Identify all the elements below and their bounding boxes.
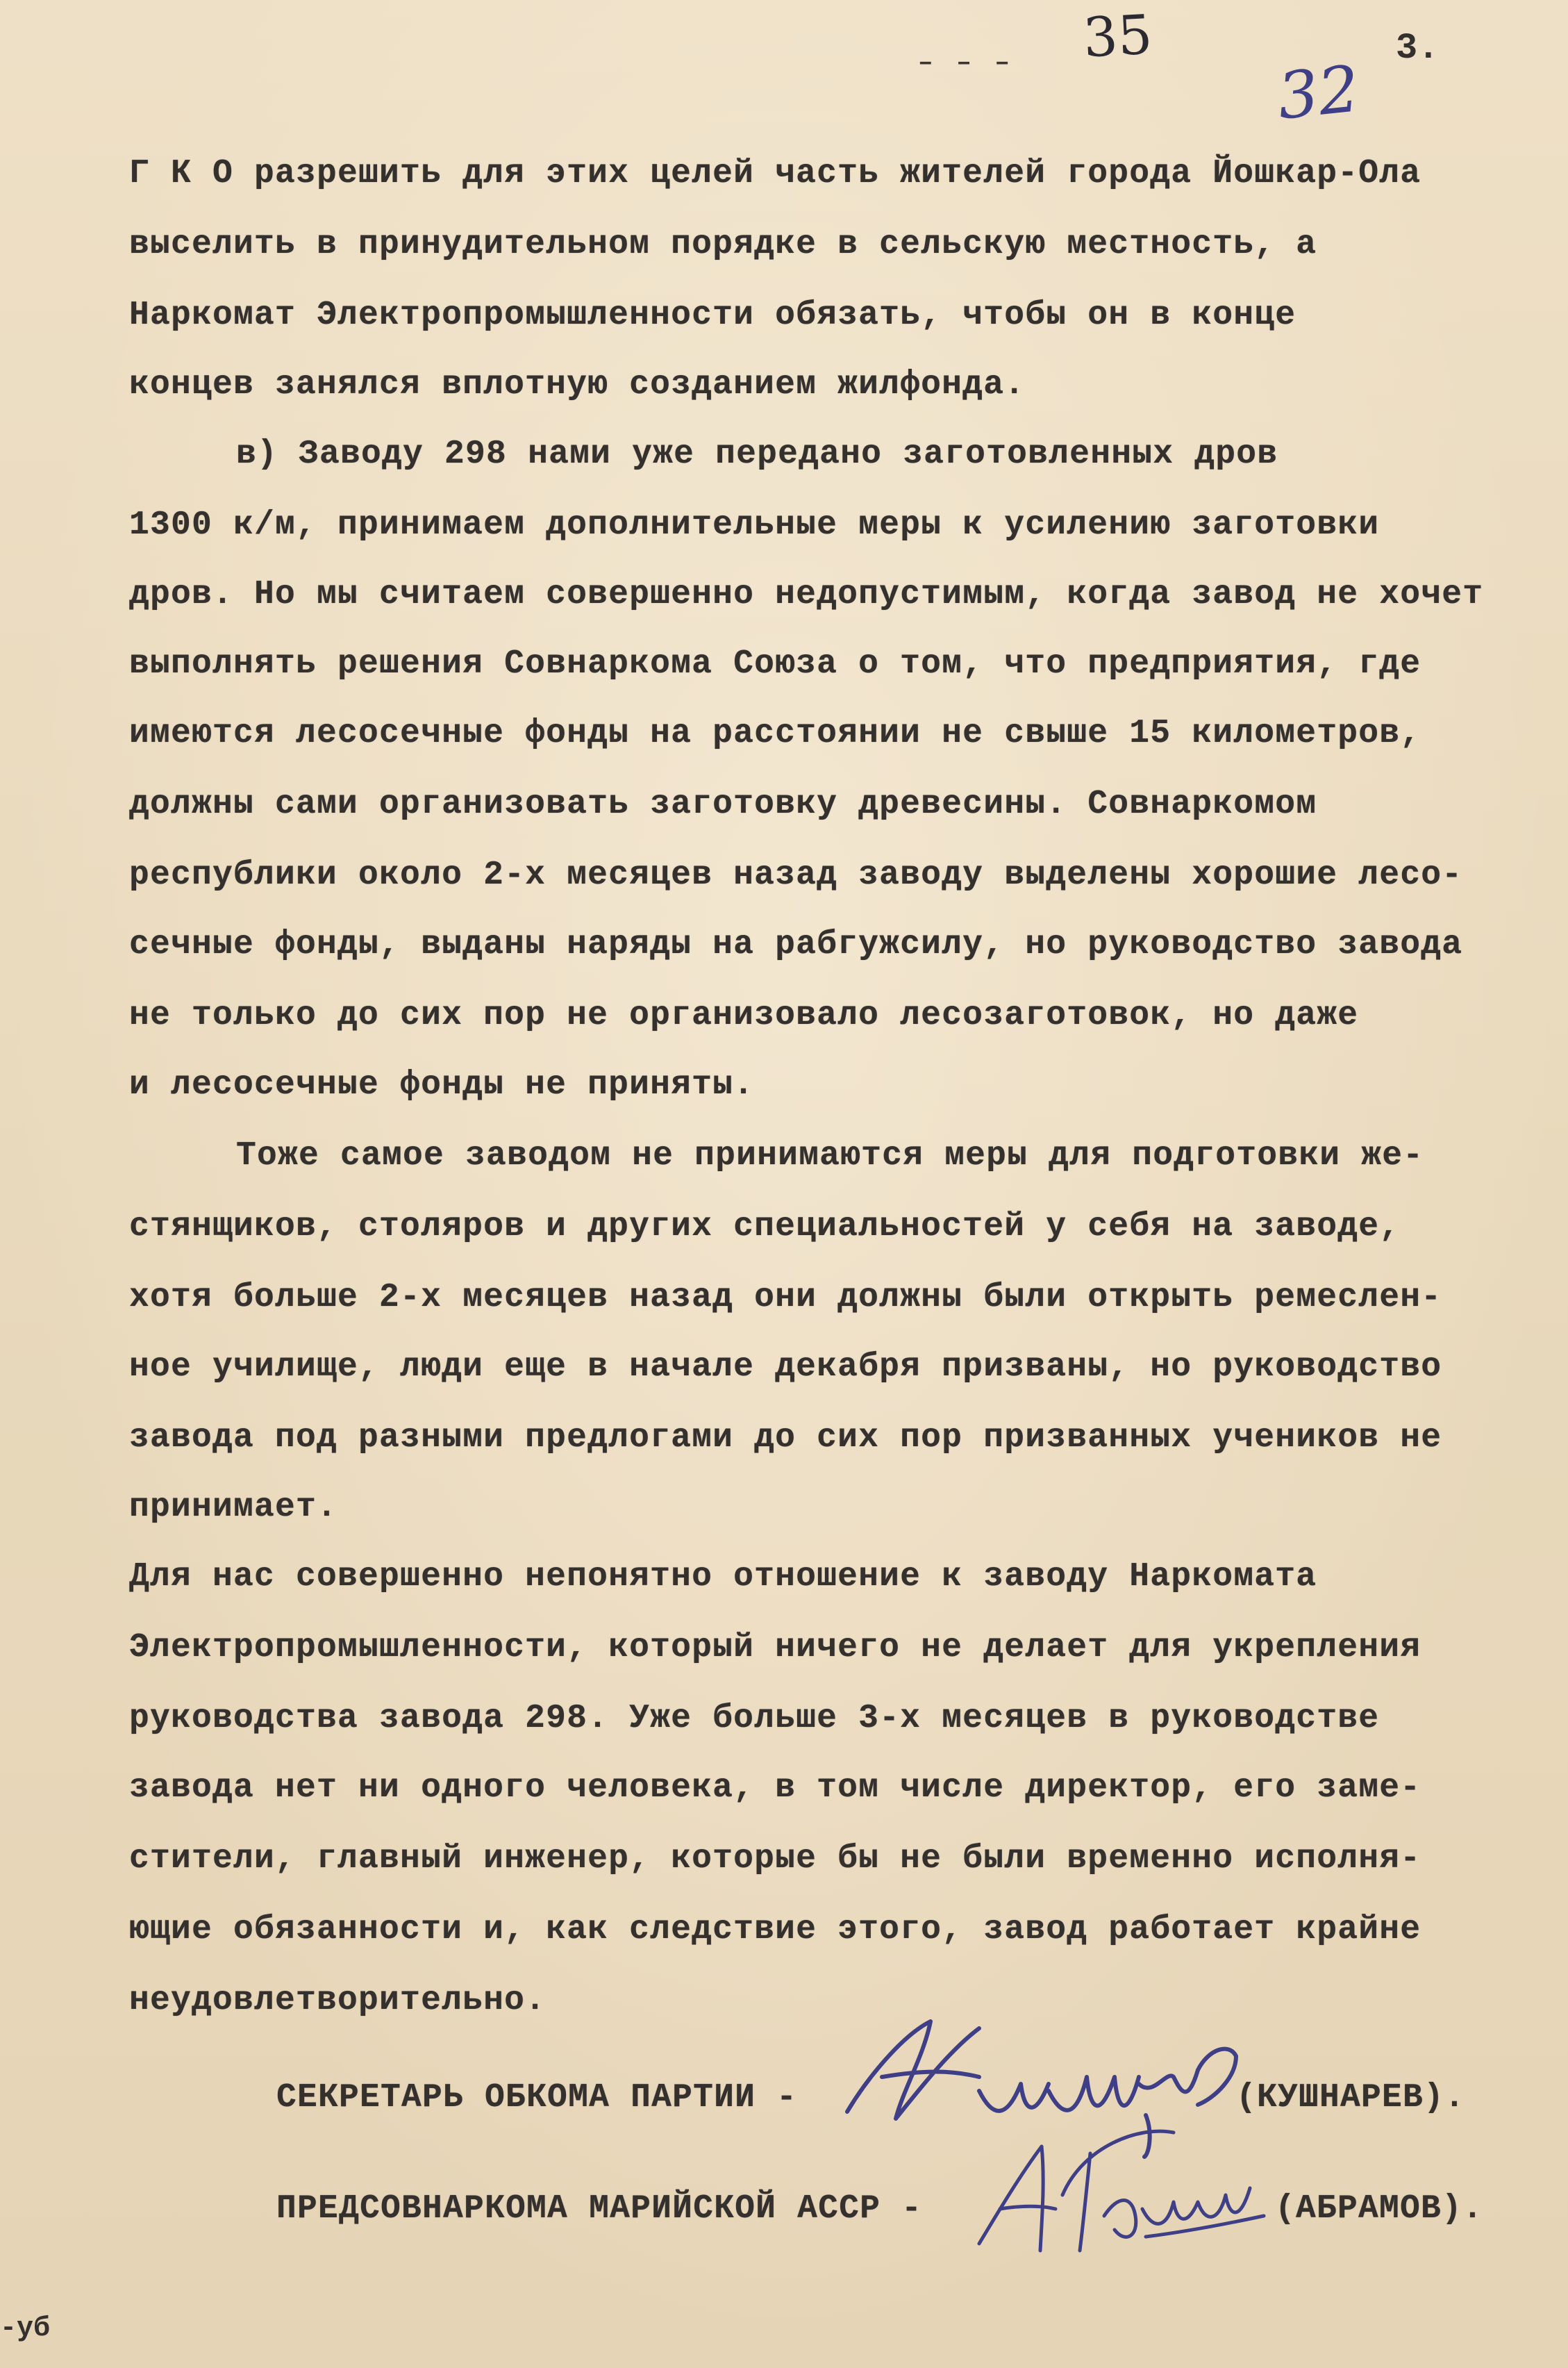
text-line: в) Заводу 298 нами уже передано заготовленных дров bbox=[236, 436, 1278, 473]
text-line: не только до сих пор не организовало лесозаготовок, но даже bbox=[129, 997, 1359, 1034]
text-line: Наркомат Электропромышленности обязать, чтобы он в конце bbox=[129, 297, 1296, 334]
text-line: и лесосечные фонды не приняты. bbox=[129, 1066, 755, 1104]
text-line: имеются лесосечные фонды на расстоянии не свыше 15 километров, bbox=[129, 715, 1421, 752]
text-line: стянщиков, столяров и других специальностей у себя на заводе, bbox=[129, 1208, 1401, 1245]
handwritten-page-number: 32 bbox=[1274, 51, 1363, 134]
text-line: выполнять решения Совнаркома Союза о том, что предприятия, где bbox=[129, 645, 1421, 683]
text-line: концев занялся вплотную созданием жилфонда. bbox=[129, 366, 1026, 404]
text-line: Г К О разрешить для этих целей часть жителей города Йошкар-Ола bbox=[129, 155, 1421, 192]
text-line: 1300 к/м, принимаем дополнительные меры к усилению заготовки bbox=[129, 506, 1380, 544]
text-line: ное училище, люди еще в начале декабря призваны, но руководство bbox=[129, 1348, 1442, 1386]
text-line: ющие обязанности и, как следствие этого, завод работает крайне bbox=[129, 1911, 1421, 1948]
text-line: хотя больше 2-х месяцев назад они должны были открыть ремеслен- bbox=[129, 1279, 1442, 1316]
text-line: должны сами организовать заготовку древесины. Совнаркомом bbox=[129, 786, 1317, 823]
archive-number: 35 bbox=[1081, 3, 1154, 70]
text-line: руководства завода 298. Уже больше 3-х месяцев в руководстве bbox=[129, 1700, 1380, 1737]
text-line: выселить в принудительном порядке в сельскую местность, а bbox=[129, 226, 1317, 263]
signature-abramov bbox=[965, 2105, 1285, 2285]
signer-name: (КУШНАРЕВ). bbox=[1236, 2079, 1466, 2117]
text-line: стители, главный инженер, которые бы не были временно исполня- bbox=[129, 1840, 1421, 1878]
text-line: Для нас совершенно непонятно отношение к заводу Наркомата bbox=[129, 1558, 1317, 1596]
text-line: Электропромышленности, который ничего не делает для укрепления bbox=[129, 1629, 1421, 1666]
signer-name: (АБРАМОВ). bbox=[1275, 2190, 1484, 2228]
text-line: республики около 2-х месяцев назад заводу выделены хорошие лесо- bbox=[129, 856, 1463, 894]
text-line: завода под разными предлогами до сих пор призванных учеников не bbox=[129, 1419, 1442, 1457]
header-dashes: – – – bbox=[918, 49, 1015, 77]
typist-mark: -уб bbox=[0, 2313, 51, 2344]
signer-title: ПРЕДСОВНАРКОМА МАРИЙСКОЙ АССР - bbox=[276, 2190, 923, 2228]
text-line: дров. Но мы считаем совершенно недопустимым, когда завод не хочет bbox=[129, 576, 1484, 613]
text-line: Тоже самое заводом не принимаются меры для подготовки же- bbox=[236, 1137, 1424, 1175]
text-line: завода нет ни одного человека, в том числе директор, его заме- bbox=[129, 1769, 1421, 1807]
page-number: 3. bbox=[1396, 28, 1440, 69]
signer-title: СЕКРЕТАРЬ ОБКОМА ПАРТИИ - bbox=[276, 2079, 798, 2117]
text-line: неудовлетворительно. bbox=[129, 1982, 547, 2019]
text-line: принимает. bbox=[129, 1489, 338, 1526]
text-line: сечные фонды, выданы наряды на рабгужсилу, но руководство завода bbox=[129, 926, 1463, 963]
